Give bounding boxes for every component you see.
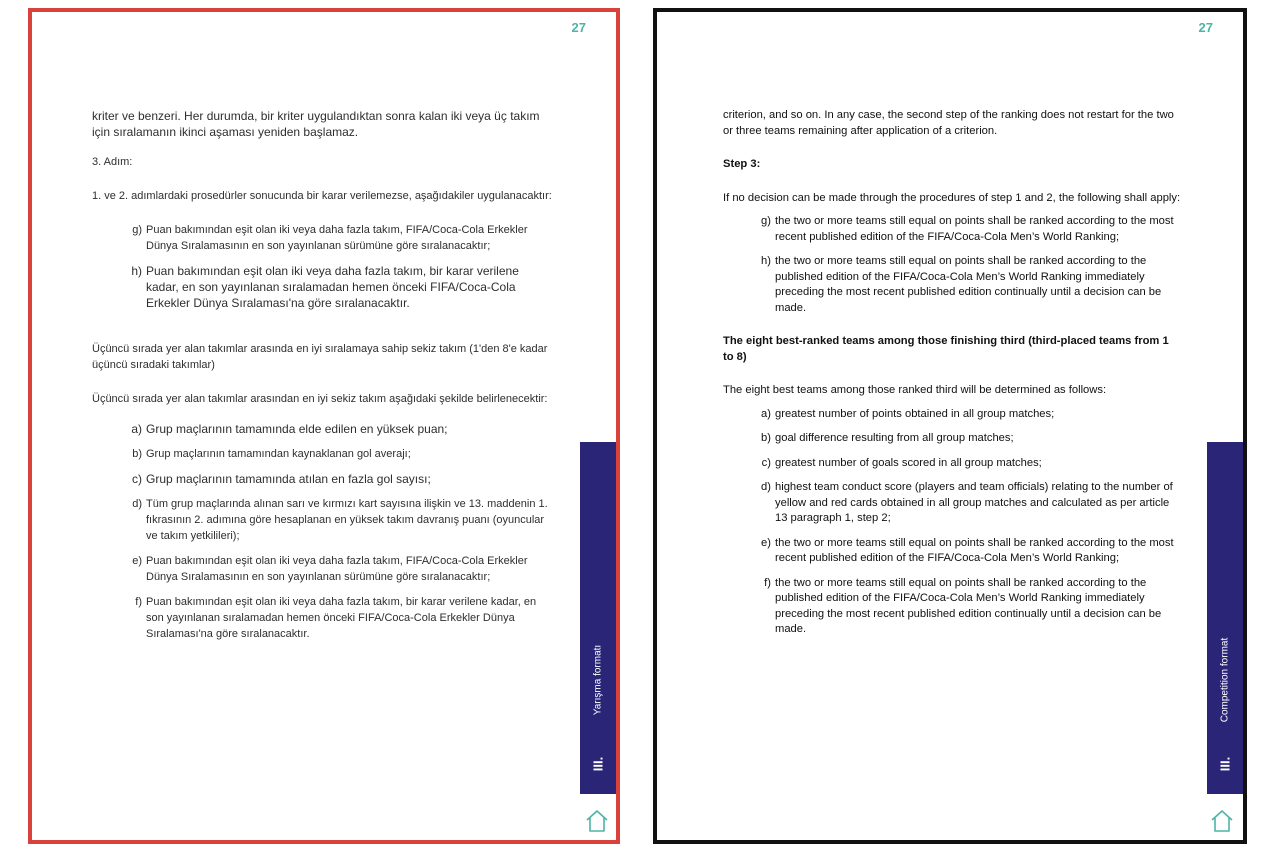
list-item bbox=[755, 480, 1181, 527]
list-item bbox=[126, 496, 552, 544]
section-tab-label: Competition format bbox=[1219, 637, 1231, 723]
step-heading: 3. Adım: bbox=[92, 156, 133, 168]
list-item-text: the two or more teams still equal on points shall be ranked according to the published edition of the FIFA/Coca-Cola Men’s World Ranking immediately preceding the most recent published edition continually until a decision can be made. bbox=[775, 576, 1162, 635]
third-placed-intro: Üçüncü sırada yer alan takımlar arasından en iyi sekiz takım aşağıdaki şekilde belirlenecektir: bbox=[92, 393, 548, 405]
list-item bbox=[126, 421, 552, 437]
turkish-page bbox=[28, 8, 620, 844]
page-number: 27 bbox=[1198, 20, 1213, 35]
list-item bbox=[126, 471, 552, 487]
list-marker: f) bbox=[135, 596, 142, 608]
page-content bbox=[92, 108, 552, 651]
list-marker: a) bbox=[131, 422, 142, 436]
step-text: 1. ve 2. adımlardaki prosedürler sonucunda bir karar verilemezse, aşağıdakiler uygulanacaktır: bbox=[92, 190, 552, 202]
list-item bbox=[755, 214, 1181, 245]
home-icon[interactable] bbox=[1209, 808, 1235, 834]
section-tab[interactable] bbox=[1207, 442, 1243, 794]
third-placed-list bbox=[723, 407, 1181, 638]
list-item-text: greatest number of points obtained in all group matches; bbox=[775, 407, 1055, 420]
list-item-text: the two or more teams still equal on points shall be ranked according to the published edition of the FIFA/Coca-Cola Men’s World Ranking immediately preceding the most recent published edition continually until a decision can be made. bbox=[775, 255, 1162, 314]
list-marker: b) bbox=[761, 432, 771, 444]
home-icon[interactable] bbox=[584, 808, 610, 834]
page-number: 27 bbox=[571, 20, 586, 35]
section-tab-label: Yarışma formatı bbox=[592, 644, 604, 716]
list-item bbox=[126, 222, 552, 254]
list-item-text: Grup maçlarının tamamından kaynaklanan gol averajı; bbox=[146, 448, 411, 460]
list-item-text: greatest number of goals scored in all group matches; bbox=[775, 456, 1042, 469]
step-text: If no decision can be made through the procedures of step 1 and 2, the following shall apply: bbox=[723, 191, 1181, 204]
list-marker: c) bbox=[132, 472, 142, 486]
third-placed-heading: Üçüncü sırada yer alan takımlar arasında en iyi sıralamaya sahip sekiz takım (1'den 8'e kadar üçüncü sıradaki takımlar) bbox=[92, 343, 548, 371]
list-item-text: Grup maçlarının tamamında atılan en fazla gol sayısı; bbox=[146, 472, 431, 486]
page-content bbox=[723, 108, 1181, 647]
list-item-text: Puan bakımından eşit olan iki veya daha fazla takım, bir karar verilene kadar, en son yayınlanan sıralamadan hemen önceki FIFA/Coca-Cola Erkekler Dünya Sıralaması'na göre sıralanacaktır. bbox=[146, 596, 537, 640]
list-item bbox=[126, 594, 552, 642]
list-item-text: Puan bakımından eşit olan iki veya daha fazla takım, bir karar verilene kadar, en son yayınlanan sıralamadan hemen önceki FIFA/Coca-Cola Erkekler Dünya Sıralaması'na göre sıralanacaktır. bbox=[146, 264, 519, 310]
list-marker: c) bbox=[761, 456, 771, 469]
list-item-text: goal difference resulting from all group matches; bbox=[775, 432, 1014, 444]
list-marker: d) bbox=[761, 481, 771, 493]
list-item bbox=[126, 263, 552, 311]
list-item-text: highest team conduct score (players and team officials) relating to the number of yellow and red cards obtained in all group matches and calculated as per article 13 paragraph 1, step 2; bbox=[775, 481, 1173, 524]
third-placed-heading: The eight best-ranked teams among those finishing third (third-placed teams from 1 to 8) bbox=[723, 335, 1169, 363]
list-marker: d) bbox=[132, 498, 142, 510]
list-item bbox=[755, 456, 1181, 472]
list-marker: g) bbox=[761, 215, 771, 227]
list-item bbox=[755, 407, 1181, 423]
section-tab-numeral: III. bbox=[590, 756, 606, 772]
step-heading: Step 3: bbox=[723, 158, 761, 170]
list-marker: e) bbox=[132, 555, 142, 567]
list-item bbox=[755, 536, 1181, 567]
section-tab[interactable] bbox=[580, 442, 616, 794]
list-marker: h) bbox=[131, 264, 142, 278]
list-marker: a) bbox=[761, 407, 771, 420]
section-tab-numeral: III. bbox=[1217, 756, 1233, 772]
third-placed-list bbox=[92, 421, 552, 642]
list-item-text: the two or more teams still equal on points shall be ranked according to the most recent published edition of the FIFA/Coca-Cola Men’s World Ranking; bbox=[775, 536, 1174, 564]
list-item-text: Puan bakımından eşit olan iki veya daha fazla takım, FIFA/Coca-Cola Erkekler Dünya Sıralamasının en son yayınlanan sürümüne göre sıralanacaktır; bbox=[146, 555, 528, 583]
list-marker: g) bbox=[132, 224, 142, 236]
list-marker: h) bbox=[761, 255, 771, 267]
list-marker: e) bbox=[761, 536, 771, 549]
list-item bbox=[755, 576, 1181, 638]
intro-paragraph: kriter ve benzeri. Her durumda, bir kriter uygulandıktan sonra kalan iki veya üç takım için sıralamanın ikinci aşaması yeniden başlamaz. bbox=[92, 109, 540, 139]
list-item bbox=[126, 446, 552, 462]
step-list bbox=[723, 214, 1181, 316]
list-marker: f) bbox=[764, 576, 771, 589]
list-item bbox=[755, 254, 1181, 316]
english-page bbox=[653, 8, 1247, 844]
list-item-text: Tüm grup maçlarında alınan sarı ve kırmızı kart sayısına ilişkin ve 13. maddenin 1. fıkrasının 2. adımına göre hesaplanan en yüksek takım davranış puanı (oyuncular ve takım yetkilileri); bbox=[146, 498, 548, 542]
list-item bbox=[755, 431, 1181, 447]
step-list bbox=[92, 222, 552, 311]
list-item bbox=[126, 553, 552, 585]
list-marker: b) bbox=[132, 448, 142, 460]
intro-paragraph: criterion, and so on. In any case, the second step of the ranking does not restart for the two or three teams remaining after application of a criterion. bbox=[723, 109, 1174, 137]
list-item-text: Puan bakımından eşit olan iki veya daha fazla takım, FIFA/Coca-Cola Erkekler Dünya Sıralamasının en son yayınlanan sürümüne göre sıralanacaktır; bbox=[146, 224, 528, 252]
third-placed-intro: The eight best teams among those ranked third will be determined as follows: bbox=[723, 384, 1107, 396]
list-item-text: the two or more teams still equal on points shall be ranked according to the most recent published edition of the FIFA/Coca-Cola Men’s World Ranking; bbox=[775, 215, 1174, 243]
list-item-text: Grup maçlarının tamamında elde edilen en yüksek puan; bbox=[146, 422, 448, 436]
